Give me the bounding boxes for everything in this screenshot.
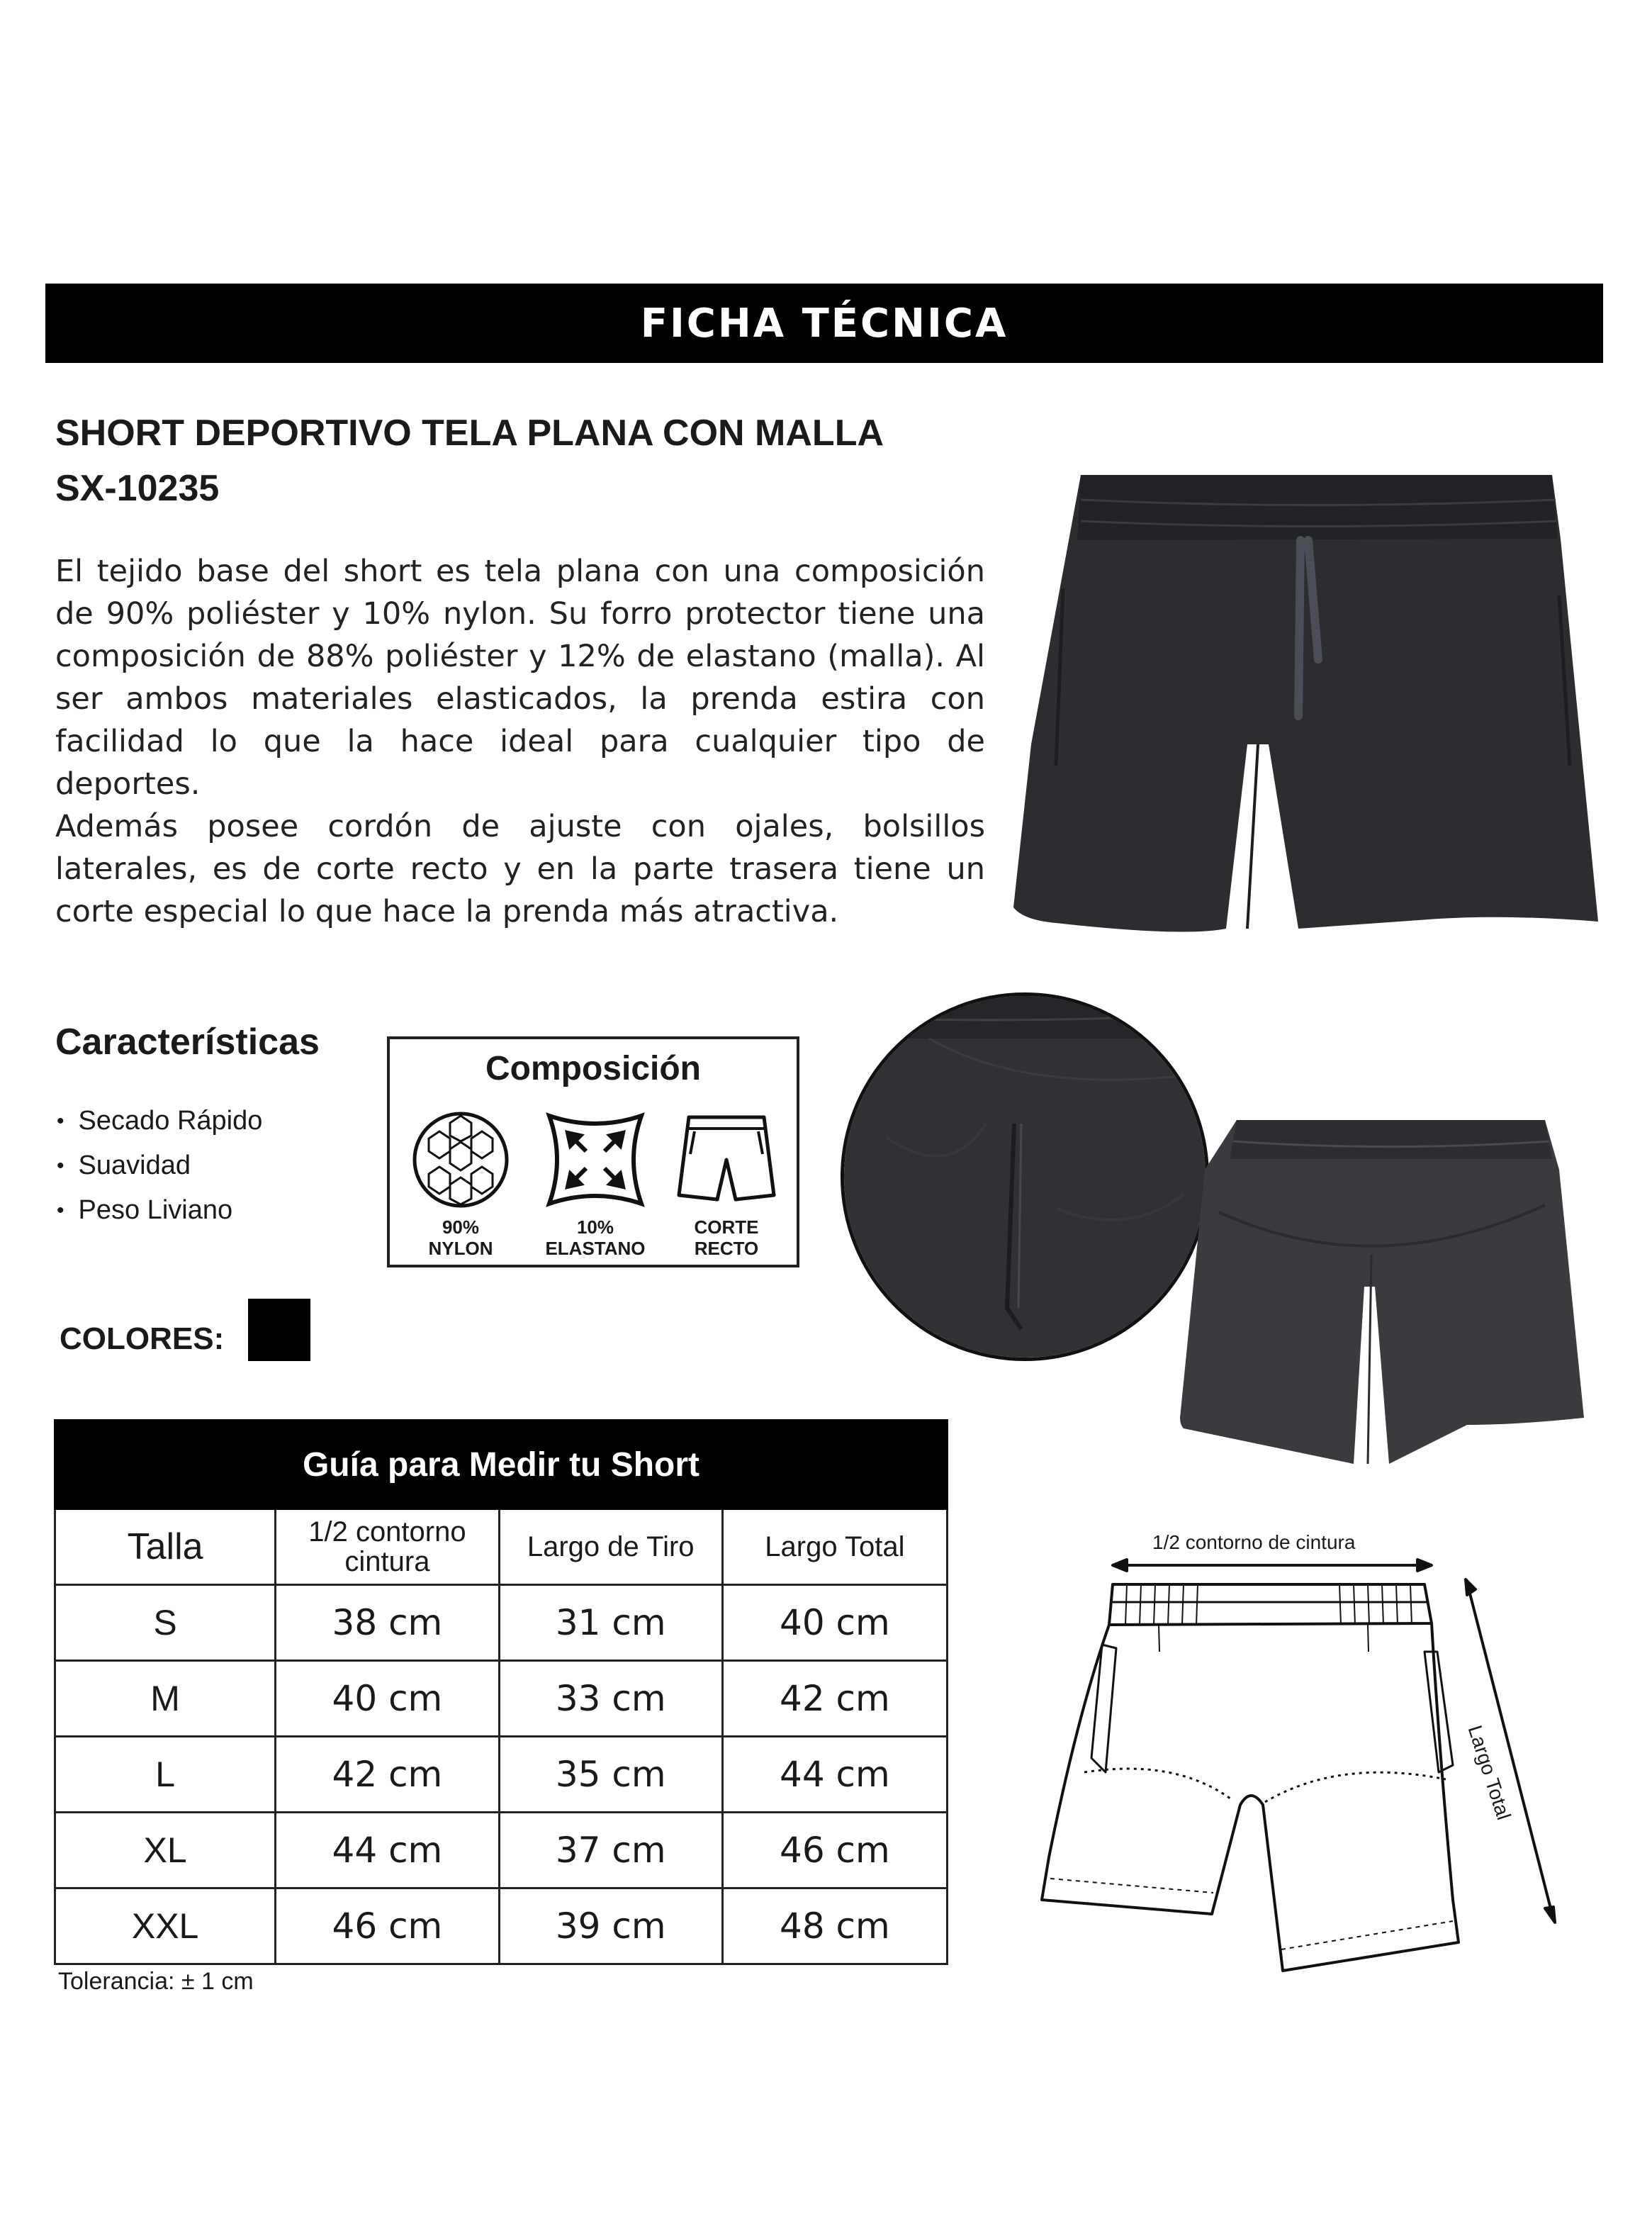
mesh-ball-icon — [408, 1110, 514, 1209]
feature-item: • Peso Liviano — [55, 1188, 262, 1233]
size-cell: S — [55, 1585, 276, 1661]
column-header-total: Largo Total — [722, 1509, 947, 1585]
rise-cell: 37 cm — [499, 1813, 722, 1888]
rise-cell: 33 cm — [499, 1661, 722, 1737]
total-cell: 40 cm — [722, 1585, 947, 1661]
description-paragraph-1: El tejido base del short es tela plana con una composición de 90% poliéster y 10% nylon. Su forro protector tiene una composición de 88% poliéster y 12% de elastano (malla). Al ser ambos materiales elasticados, la prenda estira con facilidad lo que la hace ideal para cualquier tipo de deportes. — [55, 554, 985, 802]
total-cell: 46 cm — [722, 1813, 947, 1888]
size-cell: M — [55, 1661, 276, 1737]
table-row — [55, 1661, 948, 1737]
product-heading — [55, 405, 1005, 516]
table-row — [55, 1737, 948, 1813]
product-description — [55, 550, 985, 933]
composition-type: CORTE — [694, 1216, 759, 1238]
composition-type-detail: RECTO — [694, 1238, 759, 1259]
tolerance-note: Tolerancia: ± 1 cm — [58, 1968, 254, 1995]
composition-box — [387, 1036, 799, 1267]
total-cell: 42 cm — [722, 1661, 947, 1737]
feature-item: • Secado Rápido — [55, 1099, 262, 1143]
table-row — [55, 1813, 948, 1888]
composition-material: ELASTANO — [545, 1238, 646, 1259]
composition-item-elastano — [539, 1110, 652, 1259]
description-paragraph-2: Además posee cordón de ajuste con ojales, bolsillos laterales, es de corte recto y en la parte trasera tiene un corte especial lo que hace la prenda más atractiva. — [55, 809, 985, 929]
color-swatch-black[interactable] — [248, 1299, 310, 1361]
waist-cell: 40 cm — [276, 1661, 499, 1737]
length-measure-label: Largo Total — [1463, 1723, 1515, 1823]
colors-label: COLORES: — [60, 1321, 225, 1356]
composition-item-corte — [670, 1110, 783, 1259]
product-code: SX-10235 — [55, 468, 220, 509]
table-row — [55, 1585, 948, 1661]
short-front-photo — [1013, 461, 1609, 985]
stretch-icon — [542, 1110, 648, 1209]
waist-cell: 46 cm — [276, 1888, 499, 1964]
feature-item: • Suavidad — [55, 1143, 262, 1188]
composition-title: Composición — [485, 1050, 701, 1087]
table-row — [55, 1888, 948, 1964]
composition-percent: 10% — [576, 1216, 614, 1238]
pocket-detail-illustration — [844, 996, 1209, 1361]
short-back-photo — [1176, 1113, 1595, 1467]
waist-measure-label: 1/2 contorno de cintura — [1152, 1531, 1356, 1553]
size-cell: XL — [55, 1813, 276, 1888]
rise-cell: 39 cm — [499, 1888, 722, 1964]
column-header-waist: 1/2 contorno cintura — [276, 1509, 499, 1585]
size-cell: XXL — [55, 1888, 276, 1964]
column-header-size: Talla — [55, 1509, 276, 1585]
column-header-rise: Largo de Tiro — [499, 1509, 722, 1585]
total-cell: 48 cm — [722, 1888, 947, 1964]
product-name: SHORT DEPORTIVO TELA PLANA CON MALLA — [55, 413, 884, 454]
composition-item-nylon — [404, 1110, 517, 1259]
page-title: FICHA TÉCNICA — [640, 300, 1008, 347]
rise-cell: 31 cm — [499, 1585, 722, 1661]
size-guide-header-row — [55, 1509, 948, 1585]
rise-cell: 35 cm — [499, 1737, 722, 1813]
size-cell: L — [55, 1737, 276, 1813]
size-guide-title: Guía para Medir tu Short — [55, 1421, 948, 1509]
measurement-diagram — [999, 1545, 1566, 1985]
size-guide-table — [54, 1419, 948, 1965]
composition-material: NYLON — [428, 1238, 493, 1259]
features-title: Características — [55, 1022, 320, 1063]
composition-percent: 90% — [442, 1216, 480, 1238]
waist-cell: 38 cm — [276, 1585, 499, 1661]
header-bar — [45, 284, 1603, 363]
features-list — [55, 1099, 262, 1233]
pocket-detail-photo — [841, 992, 1209, 1361]
total-cell: 44 cm — [722, 1737, 947, 1813]
waist-cell: 44 cm — [276, 1813, 499, 1888]
waist-cell: 42 cm — [276, 1737, 499, 1813]
short-outline-icon — [673, 1110, 780, 1209]
